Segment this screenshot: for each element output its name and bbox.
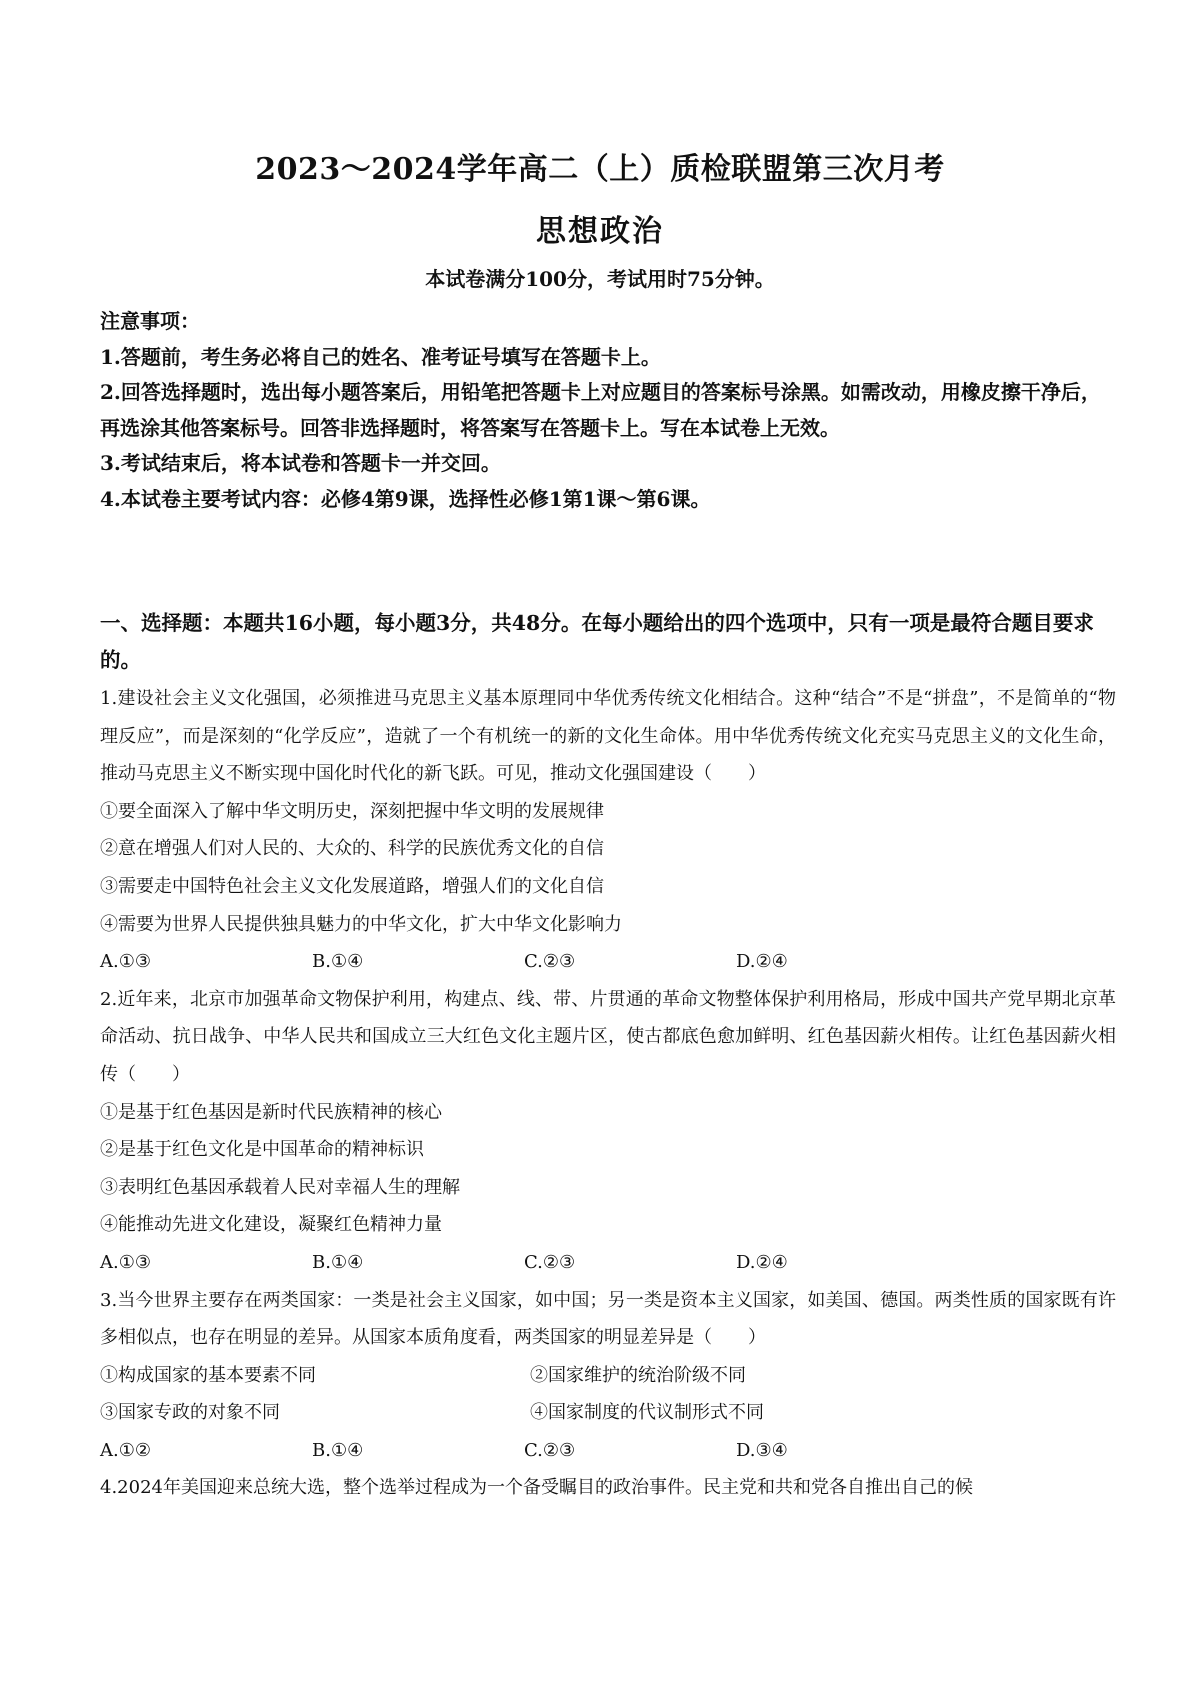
answer-options bbox=[100, 1432, 1116, 1470]
option-a: A.①③ bbox=[100, 1251, 151, 1273]
question-stem: 1.建设社会主义文化强国，必须推进马克思主义基本原理同中华优秀传统文化相结合。这种“结合”不是“拼盘”，不是简单的“物理反应”，而是深刻的“化学反应”，造就了一个有机统一的新的文化生命体。用中华优秀传统文化充实马克思主义的文化生命，推动马克思主义不断实现中国化时代化的新飞跃。可见，推动文化强国建设（ ） bbox=[100, 688, 1116, 785]
section-heading: 一、选择题：本题共16小题，每小题3分，共48分。在每小题给出的四个选项中，只有一项是最符合题目要求的。 bbox=[100, 611, 1094, 672]
answer-options bbox=[100, 943, 1116, 981]
option-b: B.①④ bbox=[312, 1251, 364, 1273]
exam-info: 本试卷满分100分，考试用时75分钟。 bbox=[425, 267, 775, 291]
question-statement: ②意在增强人们对人民的、大众的、科学的民族优秀文化的自信 bbox=[100, 838, 604, 860]
question-stem: 2.近年来，北京市加强革命文物保护利用，构建点、线、带、片贯通的革命文物整体保护利用格局，形成中国共产党早期北京革命活动、抗日战争、中华人民共和国成立三大红色文化主题片区，使古都底色愈加鲜明、红色基因薪火相传。让红色基因薪火相传（ ） bbox=[100, 988, 1116, 1085]
option-c: C.②③ bbox=[524, 1439, 576, 1461]
option-b: B.①④ bbox=[312, 1439, 364, 1461]
notes-item: 2.回答选择题时，选出每小题答案后，用铅笔把答题卡上对应题目的答案标号涂黑。如需改动，用橡皮擦干净后，再选涂其他答案标号。回答非选择题时，将答案写在答题卡上。写在本试卷上无效。 bbox=[100, 380, 1101, 440]
question-statement: ④能推动先进文化建设，凝聚红色精神力量 bbox=[100, 1214, 442, 1236]
question-statement: ③国家专政的对象不同 bbox=[100, 1402, 280, 1424]
option-c: C.②③ bbox=[524, 1251, 576, 1273]
subject-title: 思想政治 bbox=[536, 214, 664, 249]
statement-grid bbox=[100, 1357, 1116, 1432]
question-2 bbox=[100, 981, 1116, 1282]
option-a: A.①② bbox=[100, 1439, 151, 1461]
questions-list bbox=[100, 680, 1116, 1507]
notes-heading: 注意事项： bbox=[100, 309, 200, 333]
question-statement: ④需要为世界人民提供独具魅力的中华文化，扩大中华文化影响力 bbox=[100, 913, 622, 935]
notes-section bbox=[100, 304, 1116, 517]
question-statement: ①要全面深入了解中华文明历史，深刻把握中华文明的发展规律 bbox=[100, 800, 604, 822]
option-b: B.①④ bbox=[312, 951, 364, 973]
option-d: D.③④ bbox=[736, 1439, 788, 1461]
question-stem: 4.2024年美国迎来总统大选，整个选举过程成为一个备受瞩目的政治事件。民主党和共和党各自推出自己的候 bbox=[100, 1477, 973, 1499]
question-statement: ②国家维护的统治阶级不同 bbox=[530, 1364, 746, 1386]
question-statement: ③表明红色基因承载着人民对幸福人生的理解 bbox=[100, 1176, 460, 1198]
notes-item: 1.答题前，考生务必将自己的姓名、准考证号填写在答题卡上。 bbox=[100, 344, 661, 369]
question-3 bbox=[100, 1282, 1116, 1470]
question-statement: ④国家制度的代议制形式不同 bbox=[530, 1402, 764, 1424]
question-statement: ①构成国家的基本要素不同 bbox=[100, 1364, 316, 1386]
option-a: A.①③ bbox=[100, 951, 151, 973]
question-statement: ③需要走中国特色社会主义文化发展道路，增强人们的文化自信 bbox=[100, 875, 604, 897]
question-1 bbox=[100, 680, 1116, 981]
question-stem: 3.当今世界主要存在两类国家：一类是社会主义国家，如中国；另一类是资本主义国家，如美国、德国。两类性质的国家既有许多相似点，也存在明显的差异。从国家本质角度看，两类国家的明显差异是（ ） bbox=[100, 1289, 1116, 1349]
answer-options bbox=[100, 1244, 1116, 1282]
question-statement: ②是基于红色文化是中国革命的精神标识 bbox=[100, 1139, 424, 1161]
option-d: D.②④ bbox=[736, 1251, 788, 1273]
option-d: D.②④ bbox=[736, 951, 788, 973]
question-4 bbox=[100, 1469, 1116, 1507]
question-statement: ①是基于红色基因是新时代民族精神的核心 bbox=[100, 1101, 442, 1123]
notes-item: 3.考试结束后，将本试卷和答题卡一并交回。 bbox=[100, 451, 501, 475]
notes-item: 4.本试卷主要考试内容：必修4第9课，选择性必修1第1课～第6课。 bbox=[100, 486, 711, 511]
exam-title: 2023～2024学年高二（上）质检联盟第三次月考 bbox=[255, 152, 945, 187]
option-c: C.②③ bbox=[524, 951, 576, 973]
